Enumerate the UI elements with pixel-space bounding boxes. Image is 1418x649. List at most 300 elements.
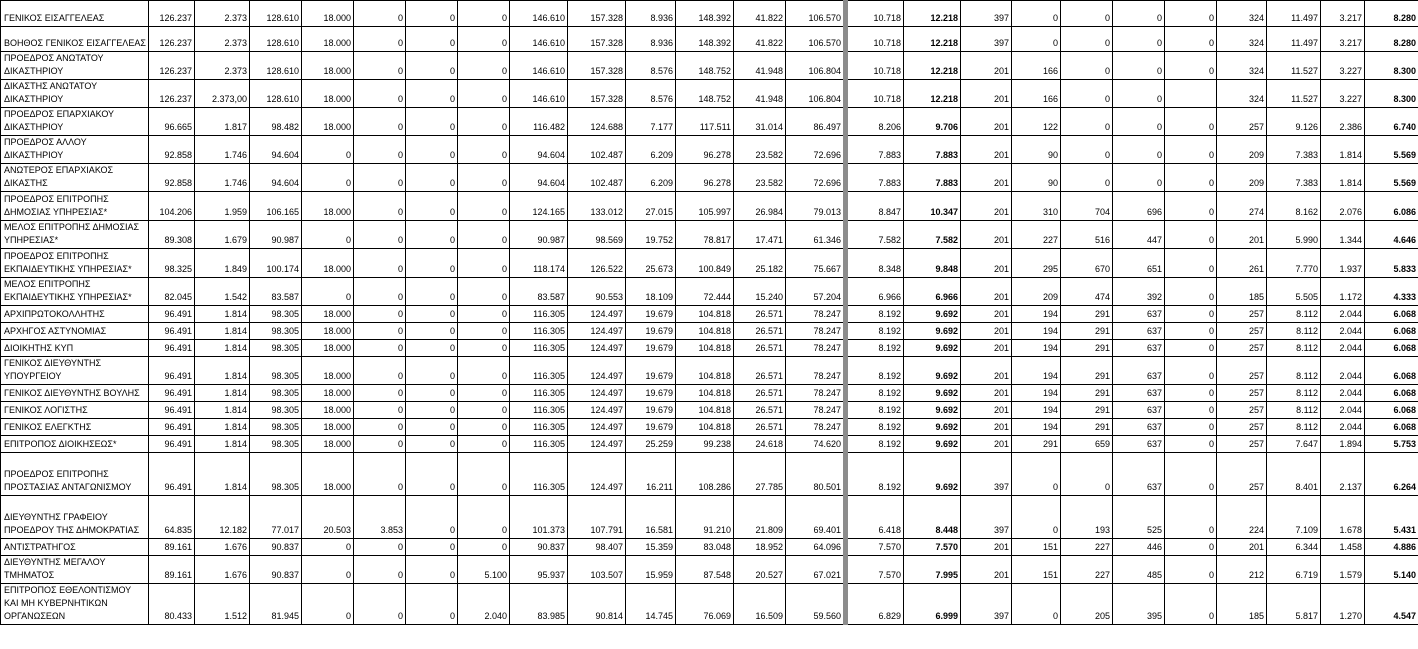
value-cell: 0: [406, 278, 458, 306]
value-cell: 2.044: [1321, 323, 1365, 340]
table-row: [1, 136, 1418, 164]
value-cell: 227: [1061, 539, 1113, 556]
value-cell: 0: [1165, 496, 1217, 539]
value-cell: 1.458: [1321, 539, 1365, 556]
position-title-cell: ΓΕΝΙΚΟΣ ΕΙΣΑΓΓΕΛΕΑΣ: [1, 1, 149, 27]
value-cell: 98.407: [568, 539, 626, 556]
value-cell: 105.997: [676, 192, 734, 221]
value-cell: 291: [1061, 402, 1113, 419]
value-cell: 201: [961, 556, 1012, 584]
value-cell: 104.818: [676, 306, 734, 323]
position-title-cell: ΓΕΝΙΚΟΣ ΕΛΕΓΚΤΗΣ: [1, 419, 149, 436]
value-cell: 116.305: [510, 436, 568, 453]
position-title-cell: ΕΠΙΤΡΟΠΟΣ ΔΙΟΙΚΗΣΕΩΣ*: [1, 436, 149, 453]
value-cell: 8.192: [846, 402, 904, 419]
value-cell: 6.829: [846, 584, 904, 625]
value-cell: 1.814: [195, 357, 250, 385]
value-cell: 124.497: [568, 323, 626, 340]
value-cell: 0: [1061, 164, 1113, 192]
value-cell: 397: [961, 27, 1012, 52]
value-cell: 7.883: [846, 164, 904, 192]
value-cell: 0: [458, 453, 510, 496]
value-cell: 7.883: [904, 136, 961, 164]
value-cell: 20.527: [734, 556, 786, 584]
value-cell: 0: [458, 221, 510, 249]
value-cell: 0: [1165, 436, 1217, 453]
value-cell: 201: [961, 52, 1012, 80]
value-cell: 8.192: [846, 323, 904, 340]
value-cell: 96.491: [149, 402, 195, 419]
value-cell: 98.305: [250, 306, 302, 323]
value-cell: 124.497: [568, 306, 626, 323]
value-cell: 12.218: [904, 1, 961, 27]
value-cell: 1.512: [195, 584, 250, 625]
value-cell: 0: [1165, 402, 1217, 419]
value-cell: 151: [1012, 539, 1061, 556]
value-cell: 205: [1061, 584, 1113, 625]
value-cell: 7.883: [904, 164, 961, 192]
value-cell: 0: [458, 80, 510, 108]
position-title-cell: ΠΡΟΕΔΡΟΣ ΑΛΛΟΥ ΔΙΚΑΣΤΗΡΙΟΥ: [1, 136, 149, 164]
value-cell: 0: [1165, 556, 1217, 584]
value-cell: 25.673: [626, 249, 676, 278]
value-cell: 201: [961, 436, 1012, 453]
value-cell: 2.373: [195, 52, 250, 80]
value-cell: 15.240: [734, 278, 786, 306]
value-cell: 670: [1061, 249, 1113, 278]
value-cell: 201: [961, 221, 1012, 249]
value-cell: 12.218: [904, 80, 961, 108]
value-cell: 0: [1113, 27, 1165, 52]
value-cell: 148.752: [676, 52, 734, 80]
value-cell: 8.192: [846, 419, 904, 436]
value-cell: 1.937: [1321, 249, 1365, 278]
value-cell: 0: [406, 385, 458, 402]
value-cell: 6.068: [1365, 323, 1418, 340]
position-title-cell: ΑΡΧΙΠΡΩΤΟΚΟΛΛΗΤΗΣ: [1, 306, 149, 323]
value-cell: 146.610: [510, 52, 568, 80]
value-cell: 16.211: [626, 453, 676, 496]
value-cell: 201: [961, 419, 1012, 436]
value-cell: 31.014: [734, 108, 786, 136]
position-title-cell: ΑΡΧΗΓΟΣ ΑΣΤΥΝΟΜΙΑΣ: [1, 323, 149, 340]
table-row: [1, 1, 1418, 27]
value-cell: 8.192: [846, 306, 904, 323]
value-cell: 6.264: [1365, 453, 1418, 496]
value-cell: 18.000: [302, 1, 354, 27]
value-cell: 166: [1012, 52, 1061, 80]
value-cell: 2.044: [1321, 357, 1365, 385]
value-cell: 19.679: [626, 357, 676, 385]
value-cell: 87.548: [676, 556, 734, 584]
value-cell: 151: [1012, 556, 1061, 584]
value-cell: 257: [1217, 436, 1267, 453]
value-cell: 104.818: [676, 402, 734, 419]
value-cell: 0: [354, 192, 406, 221]
value-cell: 11.497: [1267, 27, 1321, 52]
value-cell: 194: [1012, 340, 1061, 357]
value-cell: 0: [354, 453, 406, 496]
value-cell: 0: [354, 108, 406, 136]
value-cell: 1.746: [195, 164, 250, 192]
value-cell: 6.209: [626, 136, 676, 164]
value-cell: 0: [1165, 27, 1217, 52]
value-cell: 1.676: [195, 556, 250, 584]
value-cell: 0: [354, 249, 406, 278]
value-cell: 0: [1165, 278, 1217, 306]
value-cell: 8.300: [1365, 80, 1418, 108]
value-cell: 8.112: [1267, 340, 1321, 357]
value-cell: 637: [1113, 323, 1165, 340]
value-cell: 1.814: [195, 323, 250, 340]
value-cell: 0: [1061, 1, 1113, 27]
value-cell: 1.676: [195, 539, 250, 556]
value-cell: 124.688: [568, 108, 626, 136]
value-cell: 77.017: [250, 496, 302, 539]
value-cell: 2.044: [1321, 419, 1365, 436]
value-cell: 148.392: [676, 1, 734, 27]
value-cell: 8.112: [1267, 323, 1321, 340]
value-cell: 81.945: [250, 584, 302, 625]
value-cell: 3.217: [1321, 27, 1365, 52]
value-cell: 106.804: [786, 80, 846, 108]
value-cell: 201: [961, 192, 1012, 221]
value-cell: 6.209: [626, 164, 676, 192]
value-cell: 19.679: [626, 323, 676, 340]
value-cell: 1.344: [1321, 221, 1365, 249]
value-cell: 447: [1113, 221, 1165, 249]
value-cell: 102.487: [568, 136, 626, 164]
value-cell: 6.966: [904, 278, 961, 306]
value-cell: 4.886: [1365, 539, 1418, 556]
value-cell: 637: [1113, 453, 1165, 496]
value-cell: 74.620: [786, 436, 846, 453]
value-cell: 0: [406, 323, 458, 340]
value-cell: 0: [458, 52, 510, 80]
value-cell: 8.162: [1267, 192, 1321, 221]
value-cell: 104.818: [676, 385, 734, 402]
value-cell: 64.096: [786, 539, 846, 556]
value-cell: 8.206: [846, 108, 904, 136]
value-cell: 2.044: [1321, 340, 1365, 357]
value-cell: 291: [1061, 306, 1113, 323]
value-cell: 6.966: [846, 278, 904, 306]
value-cell: 94.604: [250, 136, 302, 164]
value-cell: 201: [1217, 539, 1267, 556]
table-row: [1, 453, 1418, 496]
value-cell: 0: [1113, 164, 1165, 192]
value-cell: 637: [1113, 357, 1165, 385]
value-cell: 116.305: [510, 453, 568, 496]
value-cell: 18.000: [302, 453, 354, 496]
value-cell: 18.000: [302, 80, 354, 108]
value-cell: 4.333: [1365, 278, 1418, 306]
value-cell: 72.696: [786, 136, 846, 164]
value-cell: 8.192: [846, 385, 904, 402]
value-cell: 194: [1012, 419, 1061, 436]
value-cell: 0: [302, 539, 354, 556]
value-cell: 1.894: [1321, 436, 1365, 453]
value-cell: 0: [1012, 496, 1061, 539]
value-cell: 9.692: [904, 340, 961, 357]
value-cell: 126.237: [149, 52, 195, 80]
value-cell: 0: [1012, 1, 1061, 27]
value-cell: 8.448: [904, 496, 961, 539]
value-cell: 5.569: [1365, 136, 1418, 164]
value-cell: 83.587: [510, 278, 568, 306]
value-cell: 0: [406, 221, 458, 249]
value-cell: 18.000: [302, 52, 354, 80]
value-cell: 10.718: [846, 52, 904, 80]
value-cell: 103.507: [568, 556, 626, 584]
value-cell: 0: [406, 436, 458, 453]
value-cell: 26.571: [734, 385, 786, 402]
value-cell: 257: [1217, 385, 1267, 402]
value-cell: 7.570: [904, 539, 961, 556]
value-cell: 659: [1061, 436, 1113, 453]
value-cell: 8.576: [626, 52, 676, 80]
value-cell: 8.401: [1267, 453, 1321, 496]
value-cell: 8.348: [846, 249, 904, 278]
value-cell: 0: [406, 419, 458, 436]
value-cell: 324: [1217, 1, 1267, 27]
table-row: [1, 323, 1418, 340]
value-cell: 3.217: [1321, 1, 1365, 27]
value-cell: 397: [961, 584, 1012, 625]
value-cell: 94.604: [510, 164, 568, 192]
value-cell: 98.305: [250, 323, 302, 340]
value-cell: 146.610: [510, 1, 568, 27]
value-cell: 157.328: [568, 27, 626, 52]
value-cell: 16.581: [626, 496, 676, 539]
value-cell: 5.431: [1365, 496, 1418, 539]
value-cell: 0: [406, 136, 458, 164]
value-cell: 0: [458, 306, 510, 323]
value-cell: 0: [354, 221, 406, 249]
value-cell: 194: [1012, 323, 1061, 340]
value-cell: [1165, 80, 1217, 108]
value-cell: 92.858: [149, 164, 195, 192]
value-cell: 1.849: [195, 249, 250, 278]
value-cell: 19.679: [626, 419, 676, 436]
value-cell: 1.270: [1321, 584, 1365, 625]
value-cell: 6.086: [1365, 192, 1418, 221]
value-cell: 291: [1061, 357, 1113, 385]
value-cell: 291: [1012, 436, 1061, 453]
table-row: [1, 385, 1418, 402]
value-cell: 98.325: [149, 249, 195, 278]
value-cell: 7.582: [846, 221, 904, 249]
value-cell: 98.305: [250, 453, 302, 496]
value-cell: 0: [1061, 453, 1113, 496]
value-cell: 0: [1165, 108, 1217, 136]
value-cell: 96.491: [149, 419, 195, 436]
value-cell: 193: [1061, 496, 1113, 539]
value-cell: 0: [1165, 249, 1217, 278]
table-row: [1, 278, 1418, 306]
value-cell: 1.814: [195, 436, 250, 453]
value-cell: 8.112: [1267, 357, 1321, 385]
position-title-cell: ΔΙΚΑΣΤΗΣ ΑΝΩΤΑΤΟΥ ΔΙΚΑΣΤΗΡΙΟΥ: [1, 80, 149, 108]
value-cell: 397: [961, 496, 1012, 539]
value-cell: 446: [1113, 539, 1165, 556]
value-cell: 122: [1012, 108, 1061, 136]
value-cell: 11.497: [1267, 1, 1321, 27]
value-cell: 96.491: [149, 357, 195, 385]
value-cell: 0: [406, 402, 458, 419]
value-cell: 18.000: [302, 306, 354, 323]
value-cell: 86.497: [786, 108, 846, 136]
value-cell: 124.165: [510, 192, 568, 221]
value-cell: 128.610: [250, 52, 302, 80]
value-cell: 1.542: [195, 278, 250, 306]
value-cell: 637: [1113, 419, 1165, 436]
table-row: [1, 357, 1418, 385]
value-cell: 0: [406, 496, 458, 539]
position-title-cell: ΠΡΟΕΔΡΟΣ ΕΠΙΤΡΟΠΗΣ ΕΚΠΑΙΔΕΥΤΙΚΗΣ ΥΠΗΡΕΣΙΑΣ*: [1, 249, 149, 278]
value-cell: 227: [1061, 556, 1113, 584]
value-cell: 0: [458, 108, 510, 136]
value-cell: 257: [1217, 419, 1267, 436]
value-cell: 67.021: [786, 556, 846, 584]
value-cell: 0: [1113, 1, 1165, 27]
value-cell: 0: [354, 556, 406, 584]
value-cell: 12.182: [195, 496, 250, 539]
value-cell: 7.770: [1267, 249, 1321, 278]
value-cell: 7.383: [1267, 164, 1321, 192]
value-cell: 18.000: [302, 436, 354, 453]
value-cell: 0: [1012, 27, 1061, 52]
value-cell: 19.679: [626, 306, 676, 323]
value-cell: 78.247: [786, 340, 846, 357]
value-cell: 19.679: [626, 402, 676, 419]
value-cell: 5.140: [1365, 556, 1418, 584]
value-cell: 651: [1113, 249, 1165, 278]
value-cell: 59.560: [786, 584, 846, 625]
value-cell: 194: [1012, 357, 1061, 385]
value-cell: 0: [458, 340, 510, 357]
value-cell: 1.814: [195, 402, 250, 419]
value-cell: 41.822: [734, 1, 786, 27]
value-cell: 0: [458, 496, 510, 539]
value-cell: 0: [1165, 192, 1217, 221]
value-cell: 116.482: [510, 108, 568, 136]
value-cell: 0: [1061, 52, 1113, 80]
value-cell: 10.718: [846, 80, 904, 108]
value-cell: 78.247: [786, 385, 846, 402]
table-row: [1, 402, 1418, 419]
value-cell: 704: [1061, 192, 1113, 221]
value-cell: 201: [961, 249, 1012, 278]
value-cell: 90.837: [510, 539, 568, 556]
value-cell: 26.571: [734, 306, 786, 323]
value-cell: 201: [961, 80, 1012, 108]
value-cell: 257: [1217, 453, 1267, 496]
position-title-cell: ΔΙΕΥΘΥΝΤΗΣ ΓΡΑΦΕΙΟΥ ΠΡΟΕΔΡΟΥ ΤΗΣ ΔΗΜΟΚΡΑΤΙΑΣ: [1, 496, 149, 539]
value-cell: 79.013: [786, 192, 846, 221]
value-cell: 0: [406, 357, 458, 385]
value-cell: 212: [1217, 556, 1267, 584]
value-cell: 124.497: [568, 419, 626, 436]
value-cell: 0: [1061, 108, 1113, 136]
value-cell: 0: [458, 136, 510, 164]
value-cell: 18.000: [302, 249, 354, 278]
value-cell: 291: [1061, 385, 1113, 402]
value-cell: 201: [961, 402, 1012, 419]
table-row: [1, 52, 1418, 80]
value-cell: 295: [1012, 249, 1061, 278]
table-row: [1, 340, 1418, 357]
value-cell: 6.068: [1365, 419, 1418, 436]
value-cell: 106.570: [786, 1, 846, 27]
table-row: [1, 164, 1418, 192]
value-cell: 7.647: [1267, 436, 1321, 453]
value-cell: 96.278: [676, 164, 734, 192]
value-cell: 89.161: [149, 539, 195, 556]
value-cell: 0: [458, 539, 510, 556]
position-title-cell: ΠΡΟΕΔΡΟΣ ΕΠΙΤΡΟΠΗΣ ΔΗΜΟΣΙΑΣ ΥΠΗΡΕΣΙΑΣ*: [1, 192, 149, 221]
value-cell: 104.206: [149, 192, 195, 221]
value-cell: 0: [302, 278, 354, 306]
value-cell: 126.522: [568, 249, 626, 278]
value-cell: 0: [354, 80, 406, 108]
value-cell: 7.383: [1267, 136, 1321, 164]
value-cell: 637: [1113, 306, 1165, 323]
value-cell: 0: [1061, 80, 1113, 108]
value-cell: 0: [1113, 52, 1165, 80]
value-cell: 12.218: [904, 52, 961, 80]
value-cell: 2.373,00: [195, 80, 250, 108]
value-cell: 257: [1217, 108, 1267, 136]
value-cell: 9.848: [904, 249, 961, 278]
value-cell: 116.305: [510, 385, 568, 402]
value-cell: 96.491: [149, 385, 195, 402]
value-cell: 209: [1217, 164, 1267, 192]
value-cell: 83.587: [250, 278, 302, 306]
value-cell: 2.076: [1321, 192, 1365, 221]
value-cell: 0: [458, 323, 510, 340]
value-cell: 90.553: [568, 278, 626, 306]
value-cell: 0: [406, 539, 458, 556]
value-cell: 9.692: [904, 357, 961, 385]
value-cell: 82.045: [149, 278, 195, 306]
value-cell: 0: [406, 108, 458, 136]
value-cell: 637: [1113, 402, 1165, 419]
value-cell: 291: [1061, 340, 1113, 357]
value-cell: 0: [354, 323, 406, 340]
value-cell: 18.000: [302, 357, 354, 385]
value-cell: 1.679: [195, 221, 250, 249]
value-cell: 0: [302, 556, 354, 584]
value-cell: 146.610: [510, 27, 568, 52]
value-cell: 14.745: [626, 584, 676, 625]
value-cell: 78.817: [676, 221, 734, 249]
value-cell: 397: [961, 1, 1012, 27]
value-cell: 395: [1113, 584, 1165, 625]
value-cell: 0: [406, 249, 458, 278]
value-cell: 8.576: [626, 80, 676, 108]
value-cell: 0: [458, 164, 510, 192]
value-cell: 6.740: [1365, 108, 1418, 136]
value-cell: 99.238: [676, 436, 734, 453]
value-cell: 20.503: [302, 496, 354, 539]
value-cell: 2.044: [1321, 385, 1365, 402]
value-cell: 98.305: [250, 419, 302, 436]
value-cell: 201: [961, 164, 1012, 192]
value-cell: 18.000: [302, 340, 354, 357]
value-cell: 8.936: [626, 27, 676, 52]
value-cell: 261: [1217, 249, 1267, 278]
